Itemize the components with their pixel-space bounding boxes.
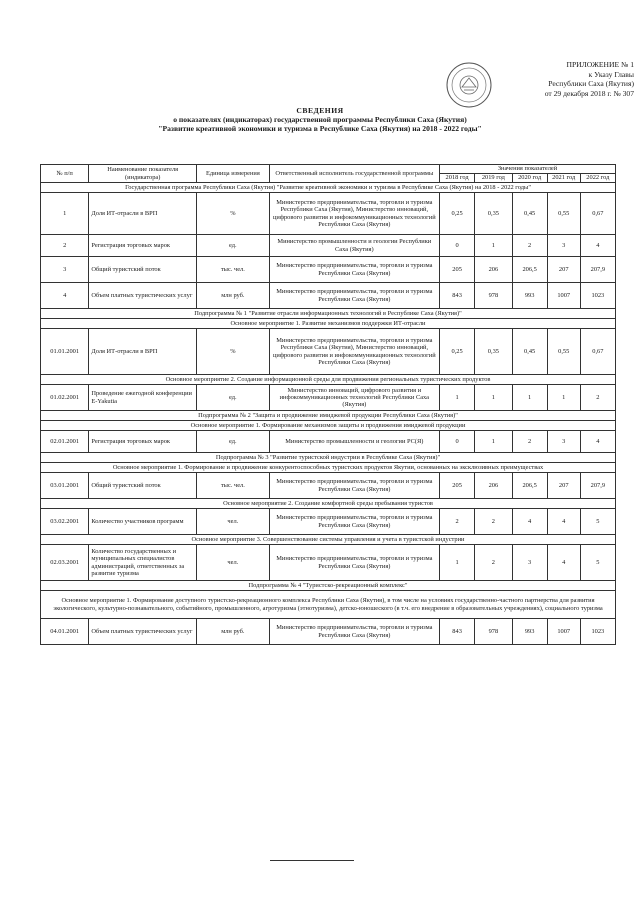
row-unit: % — [197, 193, 270, 235]
indicators-table — [40, 164, 616, 645]
row-responsible: Министерство промышленности и геологии РС(Я) — [269, 431, 439, 453]
section-row — [41, 375, 616, 385]
row-value: 2 — [512, 431, 547, 453]
row-value: 206,5 — [512, 257, 547, 283]
row-responsible: Министерство предпринимательства, торговли и туризма Республики Саха (Якутия), Министерство инноваций, цифрового развития и инфокоммуникационных технологий Республики Саха (Якутия) — [269, 193, 439, 235]
row-responsible: Министерство промышленности и геологии Республики Саха (Якутия) — [269, 235, 439, 257]
section-row — [41, 411, 616, 421]
row-indicator-name: Доля ИТ-отрасли в ВРП — [89, 329, 197, 375]
signature-line — [270, 860, 354, 861]
row-value: 5 — [580, 509, 615, 535]
row-value: 206 — [475, 473, 512, 499]
row-value: 1 — [475, 431, 512, 453]
table-row — [41, 257, 616, 283]
row-indicator-name: Количество государственных и муниципальных специалистов администраций, ответственных за развитие туризма — [89, 545, 197, 581]
row-value: 0,25 — [440, 193, 475, 235]
row-indicator-name: Доля ИТ-отрасли в ВРП — [89, 193, 197, 235]
row-responsible: Министерство предпринимательства, торговли и туризма Республики Саха (Якутия) — [269, 283, 439, 309]
section-row — [41, 183, 616, 193]
row-value: 5 — [580, 545, 615, 581]
section-title: Основное мероприятие 1. Формирование доступного туристско-рекреационного комплекса Республики Саха (Якутия), в том числе на условиях государственно-частного партнерства для развития экологического, культурно-познавательного, событийного, промышленного, агротуризма (этнотуризма), детско-юношеского (в т.ч. его внедрение в образовательных учреждениях), социального туризма — [41, 591, 616, 619]
header-name: Наименование показателя (индикатора) — [89, 165, 197, 183]
section-row — [41, 421, 616, 431]
title-subheading: о показателях (индикаторах) государственной программы Республики Саха (Якутия) — [173, 115, 467, 125]
table-row — [41, 235, 616, 257]
section-row — [41, 453, 616, 463]
row-value: 0 — [440, 235, 475, 257]
section-title: Подпрограмма № 2 "Защита и продвижение имиджевой продукции Республики Саха (Якутия)" — [41, 411, 616, 421]
header-values: Значения показателей — [440, 165, 616, 174]
section-title: Подпрограмма № 1 "Развитие отрасли информационных технологий в Республике Саха (Якутия)" — [41, 309, 616, 319]
row-responsible: Министерство предпринимательства, торговли и туризма Республики Саха (Якутия) — [269, 509, 439, 535]
row-indicator-name: Регистрация торговых марок — [89, 431, 197, 453]
row-value: 1 — [512, 385, 547, 411]
header-responsible: Ответственный исполнитель государственной программы — [269, 165, 439, 183]
row-value: 207 — [547, 473, 580, 499]
row-code: 3 — [41, 257, 89, 283]
section-title: Подпрограмма № 4 "Туристско-рекреационный комплекс" — [41, 581, 616, 591]
table-body — [41, 183, 616, 645]
row-code: 02.03.2001 — [41, 545, 89, 581]
table-row — [41, 193, 616, 235]
row-value: 206,5 — [512, 473, 547, 499]
row-value: 206 — [475, 257, 512, 283]
row-value: 207 — [547, 257, 580, 283]
row-indicator-name: Общий туристский поток — [89, 257, 197, 283]
row-value: 3 — [547, 431, 580, 453]
row-value: 993 — [512, 619, 547, 645]
row-value: 207,9 — [580, 257, 615, 283]
table-row — [41, 473, 616, 499]
row-unit: тыс. чел. — [197, 473, 270, 499]
row-code: 04.01.2001 — [41, 619, 89, 645]
row-code: 01.02.2001 — [41, 385, 89, 411]
row-unit: ед. — [197, 235, 270, 257]
header-year: 2020 год — [512, 174, 547, 183]
row-responsible: Министерство предпринимательства, торговли и туризма Республики Саха (Якутия) — [269, 257, 439, 283]
row-value: 4 — [580, 431, 615, 453]
row-unit: млн руб. — [197, 283, 270, 309]
row-code: 4 — [41, 283, 89, 309]
row-value: 978 — [475, 283, 512, 309]
section-title: Основное мероприятие 3. Совершенствование системы управления и учета в туристской индустрии — [41, 535, 616, 545]
row-value: 978 — [475, 619, 512, 645]
row-value: 1023 — [580, 283, 615, 309]
row-code: 01.01.2001 — [41, 329, 89, 375]
row-indicator-name: Объем платных туристических услуг — [89, 283, 197, 309]
section-title: Основное мероприятие 2. Создание информационной среды для продвижения региональных туристических продуктов — [41, 375, 616, 385]
header-year: 2021 год — [547, 174, 580, 183]
row-value: 2 — [512, 235, 547, 257]
table-row — [41, 545, 616, 581]
row-code: 03.02.2001 — [41, 509, 89, 535]
row-value: 1 — [440, 385, 475, 411]
section-title: Государственная программа Республики Саха (Якутия) "Развитие креативной экономики и туризма в Республике Саха (Якутия) на 2018 - 2022 годы" — [41, 183, 616, 193]
row-value: 2 — [475, 509, 512, 535]
row-value: 1023 — [580, 619, 615, 645]
table-row — [41, 329, 616, 375]
appendix-line: от 29 декабря 2018 г. № 307 — [544, 88, 634, 98]
row-value: 207,9 — [580, 473, 615, 499]
row-responsible: Министерство предпринимательства, торговли и туризма Республики Саха (Якутия) — [269, 619, 439, 645]
row-value: 205 — [440, 473, 475, 499]
row-code: 1 — [41, 193, 89, 235]
row-unit: чел. — [197, 545, 270, 581]
row-value: 4 — [547, 509, 580, 535]
appendix-line: ПРИЛОЖЕНИЕ № 1 — [566, 60, 634, 69]
row-value: 0,67 — [580, 193, 615, 235]
row-value: 0,25 — [440, 329, 475, 375]
section-row — [41, 309, 616, 319]
table-row — [41, 385, 616, 411]
row-code: 03.01.2001 — [41, 473, 89, 499]
section-title: Основное мероприятие 1. Формирование механизмов защиты и продвижения имиджевой продукции — [41, 421, 616, 431]
row-unit: чел. — [197, 509, 270, 535]
row-value: 2 — [440, 509, 475, 535]
section-title: Подпрограмма № 3 "Развитие туристской индустрии в Республике Саха (Якутия)" — [41, 453, 616, 463]
row-responsible: Министерство инноваций, цифрового развития и инфокоммуникационных технологий Республики Саха (Якутия) — [269, 385, 439, 411]
table-row — [41, 283, 616, 309]
row-value: 2 — [580, 385, 615, 411]
title-program-name: "Развитие креативной экономики и туризма в Республике Саха (Якутия) на 2018 - 2022 годы" — [158, 124, 482, 134]
row-value: 0,55 — [547, 329, 580, 375]
row-responsible: Министерство предпринимательства, торговли и туризма Республики Саха (Якутия) — [269, 473, 439, 499]
row-unit: ед. — [197, 385, 270, 411]
row-value: 3 — [512, 545, 547, 581]
header-year: 2019 год — [475, 174, 512, 183]
row-value: 1 — [475, 235, 512, 257]
row-value: 0,35 — [475, 329, 512, 375]
header-year: 2022 год — [580, 174, 615, 183]
row-value: 843 — [440, 283, 475, 309]
row-unit: ед. — [197, 431, 270, 453]
section-title: Основное мероприятие 1. Формирование и продвижение конкурентоспособных туристских продуктов Якутии, основанных на эксклюзивных преимуществах — [41, 463, 616, 473]
row-code: 02.01.2001 — [41, 431, 89, 453]
row-value: 1007 — [547, 283, 580, 309]
row-value: 2 — [475, 545, 512, 581]
row-indicator-name: Проведение ежегодной конференции E-Yakutia — [89, 385, 197, 411]
table-row — [41, 431, 616, 453]
section-row — [41, 319, 616, 329]
section-row — [41, 581, 616, 591]
row-indicator-name: Количество участников программ — [89, 509, 197, 535]
section-title: Основное мероприятие 2. Создание комфортной среды пребывания туристов — [41, 499, 616, 509]
row-value: 3 — [547, 235, 580, 257]
row-responsible: Министерство предпринимательства, торговли и туризма Республики Саха (Якутия) — [269, 545, 439, 581]
row-value: 1 — [475, 385, 512, 411]
row-code: 2 — [41, 235, 89, 257]
header-num: № п/п — [41, 165, 89, 183]
section-row — [41, 591, 616, 619]
table-row — [41, 619, 616, 645]
row-value: 4 — [580, 235, 615, 257]
row-value: 1 — [547, 385, 580, 411]
row-value: 993 — [512, 283, 547, 309]
row-value: 0,35 — [475, 193, 512, 235]
row-value: 0,67 — [580, 329, 615, 375]
header-unit: Единица измерения — [197, 165, 270, 183]
row-unit: тыс. чел. — [197, 257, 270, 283]
row-unit: % — [197, 329, 270, 375]
title-heading: СВЕДЕНИЯ — [296, 106, 344, 115]
row-value: 4 — [547, 545, 580, 581]
row-responsible: Министерство предпринимательства, торговли и туризма Республики Саха (Якутия), Министерство инноваций, цифрового развития и инфокоммуникационных технологий Республики Саха (Якутия) — [269, 329, 439, 375]
row-value: 0,55 — [547, 193, 580, 235]
section-row — [41, 463, 616, 473]
document-title — [30, 106, 610, 134]
row-unit: млн руб. — [197, 619, 270, 645]
row-value: 0,45 — [512, 329, 547, 375]
row-indicator-name: Общий туристский поток — [89, 473, 197, 499]
appendix-line: Республики Саха (Якутия) — [548, 79, 634, 89]
row-value: 1 — [440, 545, 475, 581]
header-year: 2018 год — [440, 174, 475, 183]
row-value: 843 — [440, 619, 475, 645]
section-row — [41, 499, 616, 509]
row-value: 0,45 — [512, 193, 547, 235]
row-value: 4 — [512, 509, 547, 535]
appendix-block — [444, 60, 634, 110]
row-value: 205 — [440, 257, 475, 283]
section-title: Основное мероприятие 1. Развитие механизмов поддержки ИТ-отрасли — [41, 319, 616, 329]
row-value: 1007 — [547, 619, 580, 645]
table-row — [41, 509, 616, 535]
section-row — [41, 535, 616, 545]
row-indicator-name: Регистрация торговых марок — [89, 235, 197, 257]
appendix-line: к Указу Главы — [588, 69, 634, 79]
row-value: 0 — [440, 431, 475, 453]
row-indicator-name: Объем платных туристических услуг — [89, 619, 197, 645]
